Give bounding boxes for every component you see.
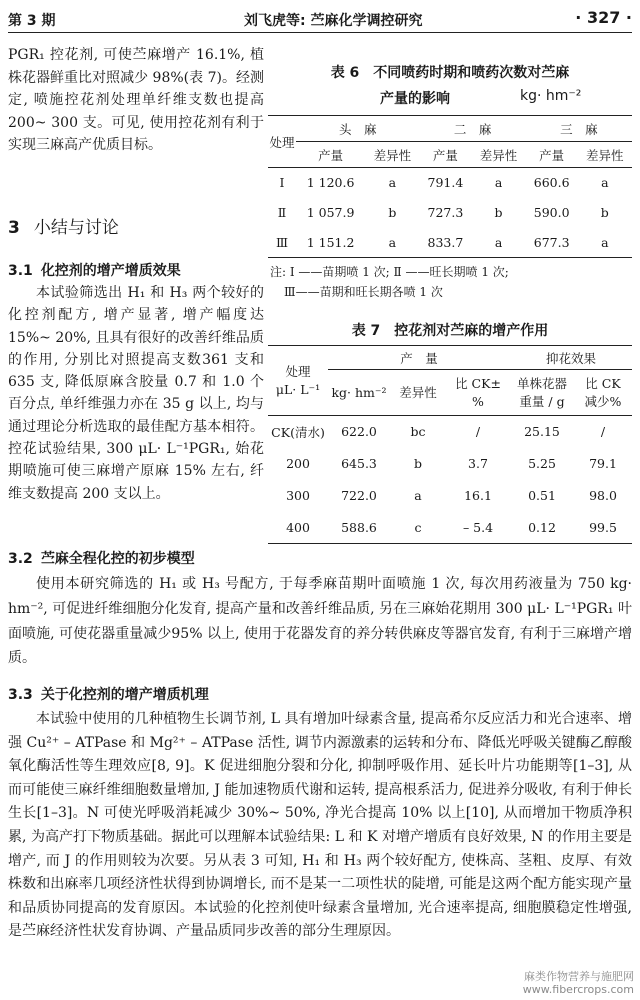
table6-group: 三 麻 — [526, 116, 632, 142]
table7-col-treatment-label: 处理 — [285, 363, 311, 379]
table-cell: / — [475, 424, 481, 440]
watermark — [523, 970, 634, 996]
section-3-2-number: 3.2 — [8, 551, 33, 567]
table-cell: 99.5 — [589, 519, 617, 535]
table-row — [268, 228, 632, 258]
table6-unit: kg· hm⁻² — [520, 88, 582, 104]
table-cell: 0.51 — [528, 488, 556, 503]
table7-col-treatment — [268, 346, 328, 416]
page-number: · 327 · — [575, 8, 632, 27]
table6-subheader: 产量 — [318, 147, 344, 163]
table-cell: b — [600, 205, 609, 220]
section-3-1-heading — [8, 260, 181, 280]
section-3-title: 小结与讨论 — [33, 218, 119, 238]
table-cell: b — [494, 205, 503, 220]
header-rule — [8, 32, 632, 33]
table7-subheader: 比 CK 减少% — [584, 375, 622, 409]
table-cell: a — [601, 234, 609, 250]
table-cell: c — [414, 519, 422, 535]
running-title: 刘飞虎等: 苎麻化学调控研究 — [244, 13, 423, 29]
section-3-3-number: 3.3 — [8, 687, 33, 703]
table7-subheader: 单株花器重量 / g — [516, 375, 567, 409]
table6-caption: 表 6 不同喷药时期和喷药次数对苎麻 — [330, 65, 570, 81]
table-cell: a — [414, 488, 422, 503]
table6-group: 头 麻 — [296, 116, 420, 142]
table-row — [268, 168, 632, 198]
table6-caption-2: 产量的影响 — [380, 91, 450, 107]
table7-subheader: 比 CK± % — [455, 375, 501, 409]
table-cell: 791.4 — [427, 175, 464, 191]
table-cell: Ⅰ — [279, 175, 285, 191]
table7-caption: 表 7 控花剂对苎麻的增产作用 — [351, 323, 549, 339]
section-3-2-title: 苎麻全程化控的初步模型 — [40, 551, 195, 567]
section-3-1-text: 本试验筛选出 H₁ 和 H₃ 两个较好的化控剂配方, 增产显著, 增产幅度达 15%~ 20%, 且具有很好的改善纤维品质的作用, 分别比对照提高支数361 支和 635 支, 降低原麻含胶量 0.7 和 1.0 个百分点, 单纤维强力亦在 35 g 以上, 均与通过理论分析选取的最佳配方基本相符。控花试验结果, 300 μL· L⁻¹PGR₁, 始花期喷施可使三麻增产原麻 15% 左右, 纤维支数提高 200 支以上。 — [8, 285, 264, 502]
section-3-3-title: 关于化控剂的增产增质机理 — [40, 687, 209, 703]
running-header — [8, 8, 632, 32]
table-cell: 1 151.2 — [306, 234, 355, 250]
table-cell: 16.1 — [464, 488, 492, 503]
table7-subheader: 差异性 — [399, 384, 437, 400]
section-3-1-title: 化控剂的增产增质效果 — [40, 263, 181, 279]
table7 — [268, 345, 632, 544]
table7-subheader: kg· hm⁻² — [331, 384, 387, 400]
table-cell: 5.25 — [528, 456, 556, 471]
table6-group: 二 麻 — [420, 116, 526, 142]
table-cell: b — [413, 456, 422, 471]
table-cell: bc — [410, 424, 426, 440]
table6-col-treatment: 处理 — [268, 116, 296, 168]
section-3-2-text: 使用本研究筛选的 H₁ 或 H₃ 号配方, 于每季麻苗期叶面喷施 1 次, 每次用药液量为 750 kg· hm⁻², 可促进纤维细胞分化发育, 提高产量和改善纤维品质, 另在三麻始花期用 300 μL· L⁻¹PGR₁ 叶面喷施, 可使花器重量减少95% 以上, 使用于花器发育的养分转供麻皮等器官发育, 有利于三麻增产增质。 — [8, 576, 632, 667]
table-cell: CK(清水) — [271, 424, 325, 440]
table7-group-flower: 抑花效果 — [510, 346, 632, 370]
table-cell: 727.3 — [427, 205, 464, 220]
table-cell: 25.15 — [524, 424, 560, 440]
table-cell: a — [388, 234, 397, 250]
issue-label: 第 3 期 — [8, 13, 56, 29]
table6 — [268, 115, 632, 258]
table-cell: 0.12 — [528, 519, 556, 535]
table-cell: 722.0 — [341, 488, 377, 503]
table-row — [268, 198, 632, 228]
section-3-heading — [8, 213, 119, 238]
table-cell: 98.0 — [589, 488, 617, 503]
table6-note — [270, 262, 509, 302]
table-cell: 400 — [286, 519, 310, 535]
table-row — [268, 480, 632, 512]
table-cell: a — [388, 175, 397, 191]
table6-subheader: 差异性 — [373, 147, 412, 163]
table-cell: 1 057.9 — [306, 205, 355, 220]
table6-subheader: 差异性 — [479, 147, 518, 163]
intro-paragraph: PGR₁ 控花剂, 可使苎麻增产 16.1%, 植株花器鲜重比对照减少 98%(表 7)。经测定, 喷施控花剂处理单纤维支数也提高 200~ 300 支。可见, 使用控花剂有利于实现三麻高产优质目标。 — [8, 47, 264, 153]
table-cell: – 5.4 — [462, 519, 494, 535]
table-row — [268, 416, 632, 448]
table6-note-line: Ⅲ——苗期和旺长期各喷 1 次 — [284, 285, 443, 299]
table-cell: 200 — [286, 456, 310, 471]
table7-group-yield: 产 量 — [328, 346, 510, 370]
table6-subheader: 产量 — [539, 147, 565, 163]
table-cell: 590.0 — [533, 205, 570, 220]
table-cell: Ⅱ — [277, 205, 287, 220]
table-cell: / — [600, 424, 606, 440]
table-cell: 300 — [286, 488, 310, 503]
table-cell: b — [388, 205, 397, 220]
table-row — [268, 448, 632, 480]
section-3-3-text: 本试验中使用的几种植物生长调节剂, L 具有增加叶绿素含量, 提高希尔反应活力和光合速率、增强 Cu²⁺ – ATPase 和 Mg²⁺ – ATPase 活性, 调节内源激素的运转和分布、降低光呼吸关键酶乙醇酸氧化酶活性等生理效应[8, 9]。K 促进细胞分裂和分化, 抑制呼吸作用、延长叶片功能期等[1–3], 从而可能使三麻纤维细胞数量增加, J 能加速物质代谢和运转, 提高根系活力, 促进养分吸收, 有利于伸长生长[1–3]。N 可使光呼吸消耗减少 30%~ 50%, 净光合提高 10% 以上[10], 从而增加干物质净积累, 为高产打下物质基础。据此可以理解本试验结果: L 和 K 对增产增质有良好效果, N 的作用主要是增产, 而 J 的作用则较为次要。另从表 3 可知, H₁ 和 H₃ 两个较好配方, 使株高、茎粗、皮厚、有效株数和出麻率几项经济性状得到协调增长, 而不是某一二项性状的陡增, 可能是这两个配方能实现产量和品质协同提高的发育原因。本试验的化控剂使叶绿素含量增加, 光合速率提高, 细胞膜稳定性增强, 是苎麻经济性状发育协调、产量品质同步改善的部分生理原因。 — [8, 711, 632, 940]
table6-subheader: 产量 — [432, 147, 458, 163]
section-3-3-heading — [8, 684, 209, 704]
section-3-number: 3 — [8, 218, 20, 238]
table-cell: Ⅲ — [275, 234, 289, 250]
table-cell: 677.3 — [533, 234, 570, 250]
table-cell: 1 120.6 — [306, 175, 355, 191]
table-cell: 79.1 — [589, 456, 617, 471]
table6-note-line: 注: Ⅰ ——苗期喷 1 次; Ⅱ ——旺长期喷 1 次; — [270, 265, 509, 279]
table-cell: 833.7 — [427, 234, 464, 250]
table-cell: 645.3 — [341, 456, 377, 471]
table-cell: 3.7 — [468, 456, 488, 471]
table-cell: a — [601, 175, 609, 191]
table7-col-treatment-unit: μL· L⁻¹ — [275, 381, 321, 397]
table-cell: 622.0 — [341, 424, 377, 440]
section-3-2-heading — [8, 548, 195, 568]
watermark-line: 麻类作物营养与施肥网 — [524, 970, 634, 983]
table-cell: a — [494, 234, 503, 250]
table-cell: a — [494, 175, 503, 191]
table6-subheader: 差异性 — [586, 147, 624, 163]
table-cell: 588.6 — [341, 519, 377, 535]
table-cell: 660.6 — [533, 175, 570, 191]
watermark-line: www.fibercrops.com — [522, 983, 634, 996]
table-row — [268, 512, 632, 544]
section-3-1-number: 3.1 — [8, 263, 33, 279]
